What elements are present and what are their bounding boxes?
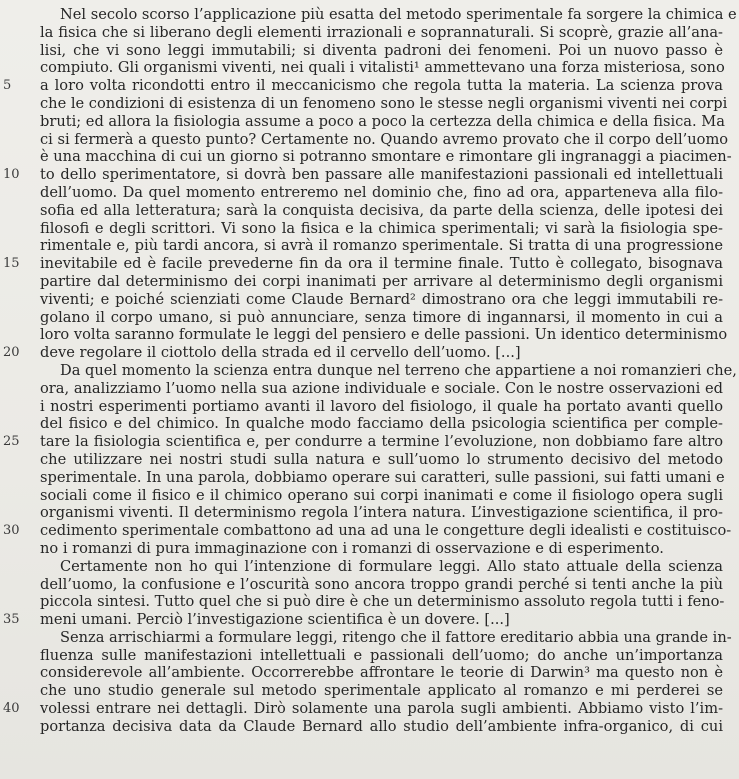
text-line xyxy=(40,113,723,131)
line-text: bruti; ed allora la fisiologia assume a poco a poco la certezza della chimica e della fisica. Ma xyxy=(40,112,725,130)
text-line xyxy=(40,628,732,647)
line-text: volessi entrare nei dettagli. Dirò solamente una parola sugli ambienti. Abbiamo visto l’im- xyxy=(40,700,723,718)
text-line xyxy=(3,255,723,273)
text-line xyxy=(40,469,723,487)
line-text: compiuto. Gli organismi viventi, nei quali i vitalisti¹ ammettevano una forza misteriosa, sono xyxy=(40,59,725,77)
line-text: organismi viventi. Il determinismo regola l’intera natura. L’investigazione scientifica, il pro- xyxy=(40,504,723,522)
line-text: dell’uomo, la confusione e l’oscurità sono ancora troppo grandi perché si tenti anche la più xyxy=(40,575,723,593)
line-text: la fisica che si liberano degli elementi irrazionali e soprannaturali. Si scoprè, grazie all’ana- xyxy=(40,23,723,41)
text-line xyxy=(3,344,723,362)
text-line xyxy=(40,202,723,220)
text-line xyxy=(40,504,723,522)
text-line xyxy=(40,361,737,380)
text-line xyxy=(40,558,723,576)
text-line xyxy=(40,130,729,149)
line-text: del fisico e del chimico. In qualche modo facciamo della psicologia scientifica per comple- xyxy=(40,415,723,433)
line-text: i nostri esperimenti portiamo avanti il lavoro del fisiologo, il quale ha portato avanti quello xyxy=(40,397,723,415)
line-text: che le condizioni di esistenza di un fenomeno sono le stesse negli organismi viventi nei corpi xyxy=(40,94,728,112)
line-number: 40 xyxy=(3,701,20,717)
line-text: Da quel momento la scienza entra dunque nel terreno che appartiene a noi romanzieri che, xyxy=(60,361,737,379)
text-line xyxy=(40,220,723,238)
text-line xyxy=(40,59,723,77)
text-line xyxy=(40,647,723,665)
text-line xyxy=(40,42,723,60)
line-number: 25 xyxy=(3,434,20,450)
text-line xyxy=(40,682,723,700)
line-text: rimentale e, più tardi ancora, si avrà il romanzo sperimentale. Si tratta di una progressione xyxy=(40,237,723,255)
text-line xyxy=(40,576,723,594)
line-text: Senza arrischiarmi a formulare leggi, ritengo che il fattore ereditario abbia una grande in- xyxy=(60,628,732,646)
text-line xyxy=(40,415,723,433)
line-text: ci si fermerà a questo punto? Certamente no. Quando avremo provato che il corpo dell’uomo xyxy=(40,130,729,148)
line-text: piccola sintesi. Tutto quel che si può dire è che un determinismo assoluto regola tutti i feno- xyxy=(40,593,725,611)
line-text: considerevole all’ambiente. Occorrerebbe affrontare le teorie di Darwin³ ma questo non è xyxy=(40,664,723,682)
text-line xyxy=(40,593,723,611)
text-line xyxy=(40,291,723,309)
line-text: Certamente non ho qui l’intenzione di formulare leggi. Allo stato attuale della scienza xyxy=(60,557,723,575)
text-line xyxy=(40,398,723,416)
line-text: portanza decisiva data da Claude Bernard allo studio dell’ambiente infra-organico, di cui xyxy=(40,717,723,735)
text-line xyxy=(3,433,723,451)
line-number: 15 xyxy=(3,256,20,272)
text-line xyxy=(40,237,723,255)
line-text: dell’uomo. Da quel momento entreremo nel dominio che, fino ad ora, apparteneva alla filo- xyxy=(40,183,723,201)
text-line xyxy=(3,700,723,718)
line-number: 30 xyxy=(3,523,20,539)
text-line xyxy=(3,611,723,629)
text-line xyxy=(40,451,723,469)
line-text: a loro volta ricondotti entro il meccanicismo che regola tutta la materia. La scienza prova xyxy=(40,77,723,95)
line-text: inevitabile ed è facile prevederne fin da ora il termine finale. Tutto è collegato, bisognava xyxy=(40,255,723,273)
line-text: viventi; e poiché scienziati come Claude Bernard² dimostrano ora che leggi immutabili re- xyxy=(40,290,723,308)
text-line xyxy=(3,77,723,95)
line-number: 35 xyxy=(3,612,20,628)
line-text: fluenza sulle manifestazioni intellettuali e passionali dell’uomo; do anche un’importanza xyxy=(40,646,723,664)
text-line xyxy=(40,273,723,291)
body-text xyxy=(3,6,737,736)
text-line xyxy=(40,380,723,398)
text-line xyxy=(3,166,723,184)
text-line xyxy=(40,487,723,505)
line-text: Nel secolo scorso l’applicazione più esatta del metodo sperimentale fa sorgere la chimica e xyxy=(60,6,737,23)
text-line xyxy=(40,309,723,327)
line-text: deve regolare il ciottolo della strada ed il cervello dell’uomo. [...] xyxy=(40,344,521,362)
text-line xyxy=(40,718,723,736)
line-text: ora, analizziamo l’uomo nella sua azione individuale e sociale. Con le nostre osservazioni ed xyxy=(40,379,723,397)
text-line xyxy=(40,94,728,113)
text-line xyxy=(40,664,723,682)
line-text: sperimentale. In una parola, dobbiamo operare sui caratteri, sulle passioni, sui fatti umani e xyxy=(40,468,725,486)
line-text: no i romanzi di pura immaginazione con i romanzi di osservazione e di esperimento. xyxy=(40,539,664,557)
line-number: 20 xyxy=(3,345,20,361)
line-text: che uno studio generale sul metodo sperimentale applicato al romanzo e mi perderei se xyxy=(40,682,723,700)
line-text: sociali come il fisico e il chimico operano sui corpi inanimati e come il fisiologo opera sugli xyxy=(40,486,723,504)
line-text: golano il corpo umano, si può annunciare, senza timore di ingannarsi, il momento in cui a xyxy=(40,308,723,326)
text-line xyxy=(40,6,737,24)
text-line xyxy=(3,522,732,540)
line-number: 10 xyxy=(3,167,20,183)
line-text: lisi, che vi sono leggi immutabili; si diventa padroni dei fenomeni. Poi un nuovo passo è xyxy=(40,41,723,59)
line-text: sofia ed alla letteratura; sarà la conquista decisiva, da parte della scienza, delle ipotesi dei xyxy=(40,201,723,219)
text-line xyxy=(40,326,728,344)
text-line xyxy=(40,148,732,166)
line-text: meni umani. Perciò l’investigazione scientifica è un dovere. [...] xyxy=(40,611,510,629)
text-line xyxy=(40,540,723,558)
line-text: loro volta saranno formulate le leggi del pensiero e delle passioni. Un identico determinismo xyxy=(40,326,728,344)
line-text: partire dal determinismo dei corpi inanimati per arrivare al determinismo degli organismi xyxy=(40,272,723,290)
text-line xyxy=(40,24,723,42)
line-text: filosofi e degli scrittori. Vi sono la fisica e la chimica sperimentali; vi sarà la fisiologia spe- xyxy=(40,219,723,237)
line-text: che utilizzare nei nostri studi sulla natura e sull’uomo lo strumento decisivo del metodo xyxy=(40,450,723,468)
line-number: 5 xyxy=(3,78,12,94)
line-text: cedimento sperimentale combattono ad una ad una le congetture degli idealisti e costituisco- xyxy=(40,522,732,540)
text-line xyxy=(40,184,723,202)
line-text: è una macchina di cui un giorno si potranno smontare e rimontare gli ingranaggi a piacimen- xyxy=(40,148,732,166)
line-text: tare la fisiologia scientifica e, per condurre a termine l’evoluzione, non dobbiamo fare altro xyxy=(40,433,723,451)
line-text: to dello sperimentatore, si dovrà ben passare alle manifestazioni passionali ed intellettuali xyxy=(40,166,723,184)
